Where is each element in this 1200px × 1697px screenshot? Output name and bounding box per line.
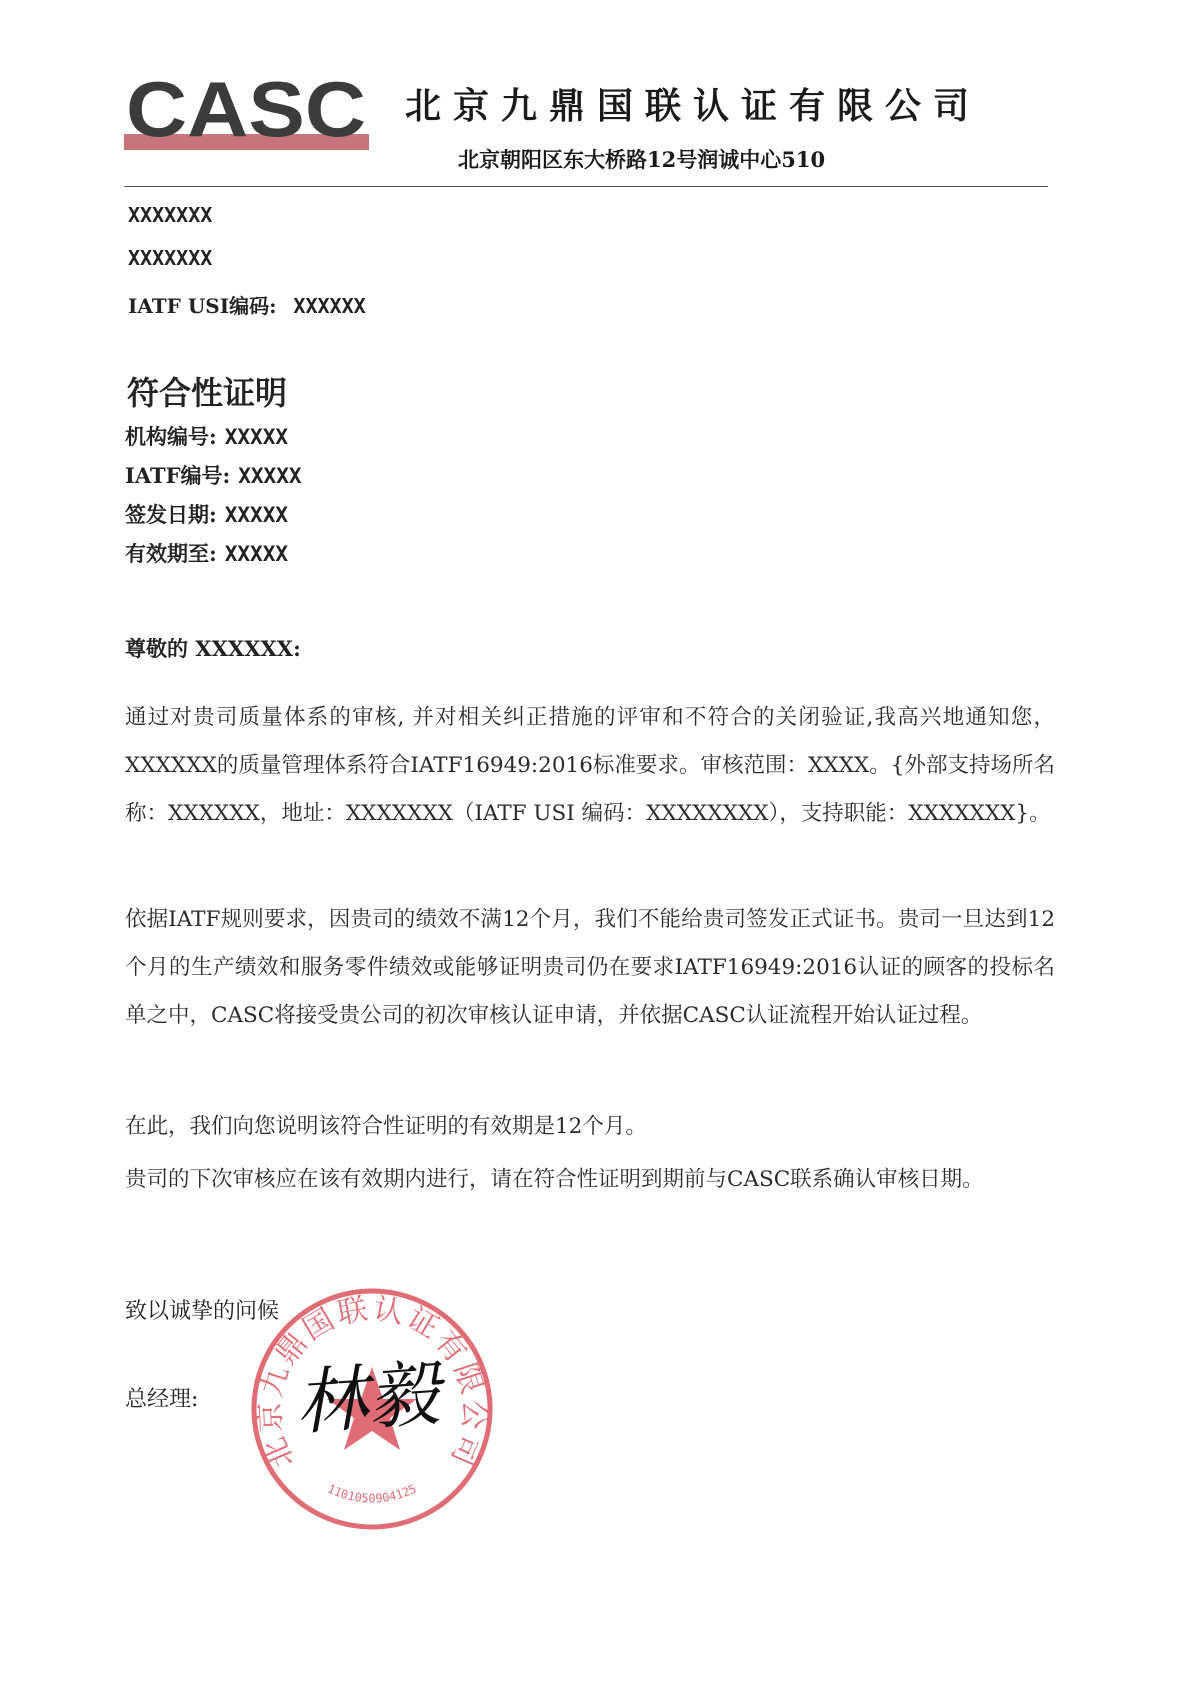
field-iatf-number bbox=[125, 460, 301, 490]
header-divider bbox=[124, 186, 1048, 187]
paragraph-3: 在此，我们向您说明该符合性证明的有效期是12个月。 bbox=[125, 1114, 647, 1139]
field-value: XXXXX bbox=[238, 464, 302, 488]
field-valid-until bbox=[125, 538, 288, 568]
company-name: 北京九鼎国联认证有限公司 bbox=[405, 85, 982, 127]
field-label: IATF编号: bbox=[125, 463, 231, 488]
seal-number: 1101050904125 bbox=[325, 1481, 419, 1506]
field-value: XXXXX bbox=[224, 503, 288, 527]
field-value: XXXXX bbox=[224, 542, 288, 566]
recipient-line-2: XXXXXXX bbox=[128, 246, 213, 270]
field-label: 机构编号: bbox=[125, 424, 217, 449]
manager-label: 总经理: bbox=[125, 1387, 199, 1412]
svg-text:CASC: CASC bbox=[126, 72, 366, 153]
recipient-line-1: XXXXXXX bbox=[128, 203, 213, 227]
casc-logo bbox=[124, 72, 369, 160]
seal-ring-text: 北京九鼎国联认证有限公司 bbox=[252, 1291, 492, 1474]
closing: 致以诚挚的问候 bbox=[125, 1299, 280, 1324]
paragraph-4: 贵司的下次审核应在该有效期内进行，请在符合性证明到期前与CASC联系确认审核日期。 bbox=[125, 1167, 984, 1192]
company-address: 北京朝阳区东大桥路12号润诚中心510 bbox=[458, 147, 826, 172]
usi-label: IATF USI编码: bbox=[128, 294, 277, 318]
company-seal bbox=[248, 1285, 496, 1533]
usi-value: XXXXXX bbox=[293, 294, 366, 318]
document-title: 符合性证明 bbox=[127, 374, 288, 412]
field-issue-date bbox=[125, 499, 288, 529]
signature: 林毅 bbox=[292, 1351, 443, 1445]
field-label: 有效期至: bbox=[125, 541, 217, 566]
paragraph-2: 依据IATF规则要求，因贵司的绩效不满12个月，我们不能给贵司签发正式证书。贵司一旦达到12个月的生产绩效和服务零件绩效或能够证明贵司仍在要求IATF16949:2016认证的顾客的投标名单之中，CASC将接受贵公司的初次审核认证申请，并依据CASC认证流程开始认证过程。 bbox=[125, 907, 1055, 1028]
salutation: 尊敬的 XXXXXX: bbox=[125, 636, 301, 661]
field-label: 签发日期: bbox=[125, 502, 217, 527]
recipient-usi bbox=[128, 290, 366, 319]
field-org-number bbox=[125, 421, 288, 451]
paragraph-1: 通过对贵司质量体系的审核, 并对相关纠正措施的评审和不符合的关闭验证,我高兴地通知您，XXXXXX的质量管理体系符合IATF16949:2016标准要求。审核范围：XXXX。{外部支持场所名称：XXXXXX，地址：XXXXXXX（IATF USI 编码：XXXXXXXX），支持职能：XXXXXXX}。 bbox=[125, 705, 1055, 826]
field-value: XXXXX bbox=[224, 425, 288, 449]
